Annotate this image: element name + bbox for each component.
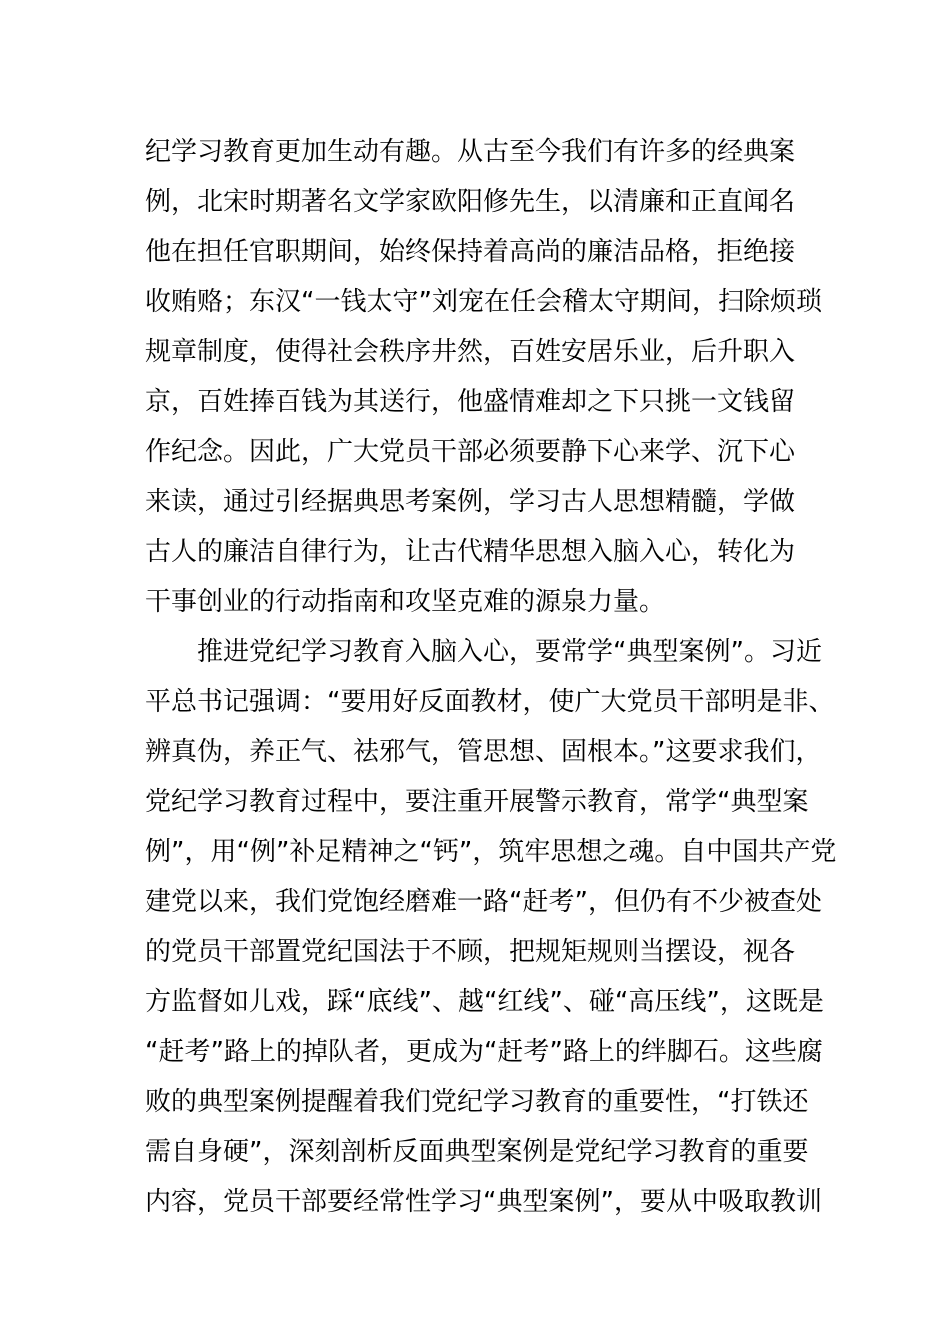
- text-line: 的党员干部置党纪国法于不顾，把规矩规则当摆设，视各: [145, 937, 796, 967]
- text-line: 方监督如儿戏，踩“底线”、越“红线”、碰“高压线”，这既是: [145, 987, 824, 1017]
- text-line: 古人的廉洁自律行为，让古代精华思想入脑入心，转化为: [145, 537, 796, 567]
- text-line: 他在担任官职期间，始终保持着高尚的廉洁品格，拒绝接: [145, 237, 796, 267]
- text-line: “赶考”路上的掉队者，更成为“赶考”路上的绊脚石。这些腐: [145, 1037, 823, 1067]
- text-line: 败的典型案例提醒着我们党纪学习教育的重要性，“打铁还: [145, 1087, 809, 1117]
- text-line: 建党以来，我们党饱经磨难一路“赶考”，但仍有不少被查处: [145, 887, 822, 917]
- text-line: 例”，用“例”补足精神之“钙”，筑牢思想之魂。自中国共产党: [145, 837, 837, 867]
- text-line: 党纪学习教育过程中，要注重开展警示教育，常学“典型案: [145, 787, 809, 817]
- text-line: 干事创业的行动指南和攻坚克难的源泉力量。: [145, 587, 666, 617]
- text-line: 纪学习教育更加生动有趣。从古至今我们有许多的经典案: [145, 137, 796, 167]
- text-line: 辨真伪，养正气、祛邪气，管思想、固根本。”这要求我们，: [145, 737, 822, 767]
- paragraph-first-line: 推进党纪学习教育入脑入心，要常学“典型案例”。习近: [197, 637, 822, 667]
- text-line: 内容，党员干部要经常性学习“典型案例”，要从中吸取教训: [145, 1187, 822, 1217]
- text-line: 来读，通过引经据典思考案例，学习古人思想精髓，学做: [145, 487, 796, 517]
- body-text: [145, 127, 845, 1227]
- text-line: 收贿赂；东汉“一钱太守”刘宠在任会稽太守期间，扫除烦琐: [145, 287, 822, 317]
- text-line: 平总书记强调：“要用好反面教材，使广大党员干部明是非、: [145, 687, 835, 717]
- text-line: 需自身硬”，深刻剖析反面典型案例是党纪学习教育的重要: [145, 1137, 809, 1167]
- text-line: 例，北宋时期著名文学家欧阳修先生，以清廉和正直闻名: [145, 187, 796, 217]
- text-line: 作纪念。因此，广大党员干部必须要静下心来学、沉下心: [145, 437, 796, 467]
- text-line: 京，百姓捧百钱为其送行，他盛情难却之下只挑一文钱留: [145, 387, 796, 417]
- text-line: 规章制度，使得社会秩序井然，百姓安居乐业，后升职入: [145, 337, 796, 367]
